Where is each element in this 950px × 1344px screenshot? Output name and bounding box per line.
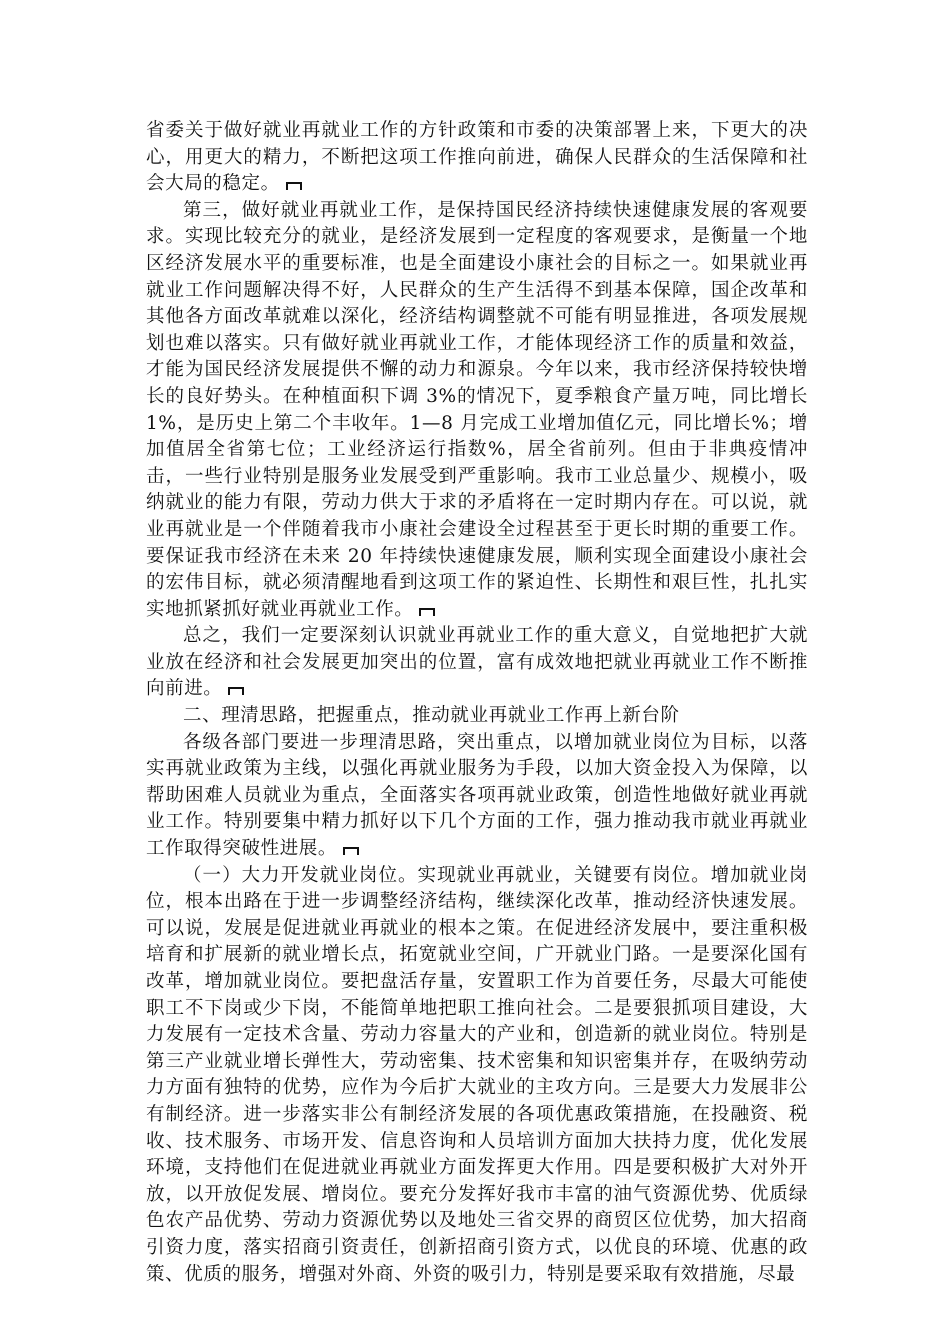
- paragraph-summary: [146, 623, 808, 703]
- paragraph-text: 第三，做好就业再就业工作，是保持国民经济持续快速健康发展的客观要求。实现比较充分的就业，是经济发展到一定程度的客观要求，是衡量一个地区经济发展水平的重要标准，也是全面建设小康社会的目标之一。如果就业再就业工作问题解决得不好，人民群众的生产生活得不到基本保障，国企改革和其他各方面改革就难以深化，经济结构调整就不可能有明显推进，各项发展规划也难以落实。只有做好就业再就业工作，才能体现经济工作的质量和效益，才能为国民经济发展提供不懈的动力和源泉。今年以来，我市经济保持较快增长的良好势头。在种植面积下调 3%的情况下，夏季粮食产量万吨，同比增长 1%，是历史上第二个丰收年。1—8 月完成工业增加值亿元，同比增长%；增加值居全省第七位；工业经济运行指数%，居全省前列。但由于非典疫情冲击，一些行业特别是服务业发展受到严重影响。我市工业总量少、规模小，吸纳就业的能力有限，劳动力供大于求的矛盾将在一定时期内存在。可以说，就业再就业是一个伴随着我市小康社会建设全过程甚至于更长时期的重要工作。要保证我市经济在未来 20 年持续快速健康发展，顺利实现全面建设小康社会的宏伟目标，就必须清醒地看到这项工作的紧迫性、长期性和艰巨性，扎扎实实地抓紧抓好就业再就业工作。: [146, 199, 808, 620]
- paragraph-third-point: [146, 198, 808, 624]
- paragraph-end-mark-icon: [228, 687, 244, 695]
- paragraph-end-mark-icon: [343, 847, 359, 855]
- paragraph-section-intro: [146, 730, 808, 863]
- paragraph-end-mark-icon: [419, 608, 435, 616]
- paragraph-end-mark-icon: [286, 182, 302, 190]
- document-page: [146, 118, 808, 1288]
- paragraph-text: 省委关于做好就业再就业工作的方针政策和市委的决策部署上来，下更大的决心，用更大的精力，不断把这项工作推向前进，确保人民群众的生活保障和社会大局的稳定。: [146, 120, 808, 195]
- paragraph-subsection-one: [146, 863, 808, 1289]
- section-heading: 二、理清思路，把握重点，推动就业再就业工作再上新台阶: [183, 705, 680, 727]
- paragraph-continuation: [146, 118, 808, 198]
- paragraph-text: 总之，我们一定要深刻认识就业再就业工作的重大意义，自觉地把扩大就业放在经济和社会发展更加突出的位置，富有成效地把就业再就业工作不断推向前进。: [146, 625, 808, 700]
- paragraph-text: 各级各部门要进一步理清思路，突出重点，以增加就业岗位为目标，以落实再就业政策为主线，以强化再就业服务为手段，以加大资金投入为保障，以帮助困难人员就业为重点，全面落实各项再就业政策，创造性地做好就业再就业工作。特别要集中精力抓好以下几个方面的工作，强力推动我市就业再就业工作取得突破性进展。: [146, 731, 808, 860]
- paragraph-text: （一）大力开发就业岗位。实现就业再就业，关键要有岗位。增加就业岗位，根本出路在于进一步调整经济结构，继续深化改革，推动经济快速发展。可以说，发展是促进就业再就业的根本之策。在促进经济发展中，要注重积极培育和扩展新的就业增长点，拓宽就业空间，广开就业门路。一是要深化国有改革，增加就业岗位。要把盘活存量，安置职工作为首要任务，尽最大可能使职工不下岗或少下岗，不能简单地把职工推向社会。二是要狠抓项目建设，大力发展有一定技术含量、劳动力容量大的产业和，创造新的就业岗位。特别是第三产业就业增长弹性大，劳动密集、技术密集和知识密集并存，在吸纳劳动力方面有独特的优势，应作为今后扩大就业的主攻方向。三是要大力发展非公有制经济。进一步落实非公有制经济发展的各项优惠政策措施，在投融资、税收、技术服务、市场开发、信息咨询和人员培训方面加大扶持力度，优化发展环境，支持他们在促进就业再就业方面发挥更大作用。四是要积极扩大对外开放，以开放促发展、增岗位。要充分发挥好我市丰富的油气资源优势、优质绿色农产品优势、劳动力资源优势以及地处三省交界的商贸区位优势，加大招商引资力度，落实招商引资责任，创新招商引资方式，以优良的环境、优惠的政策、优质的服务，增强对外商、外资的吸引力，特别是要采取有效措施，尽最: [146, 864, 808, 1285]
